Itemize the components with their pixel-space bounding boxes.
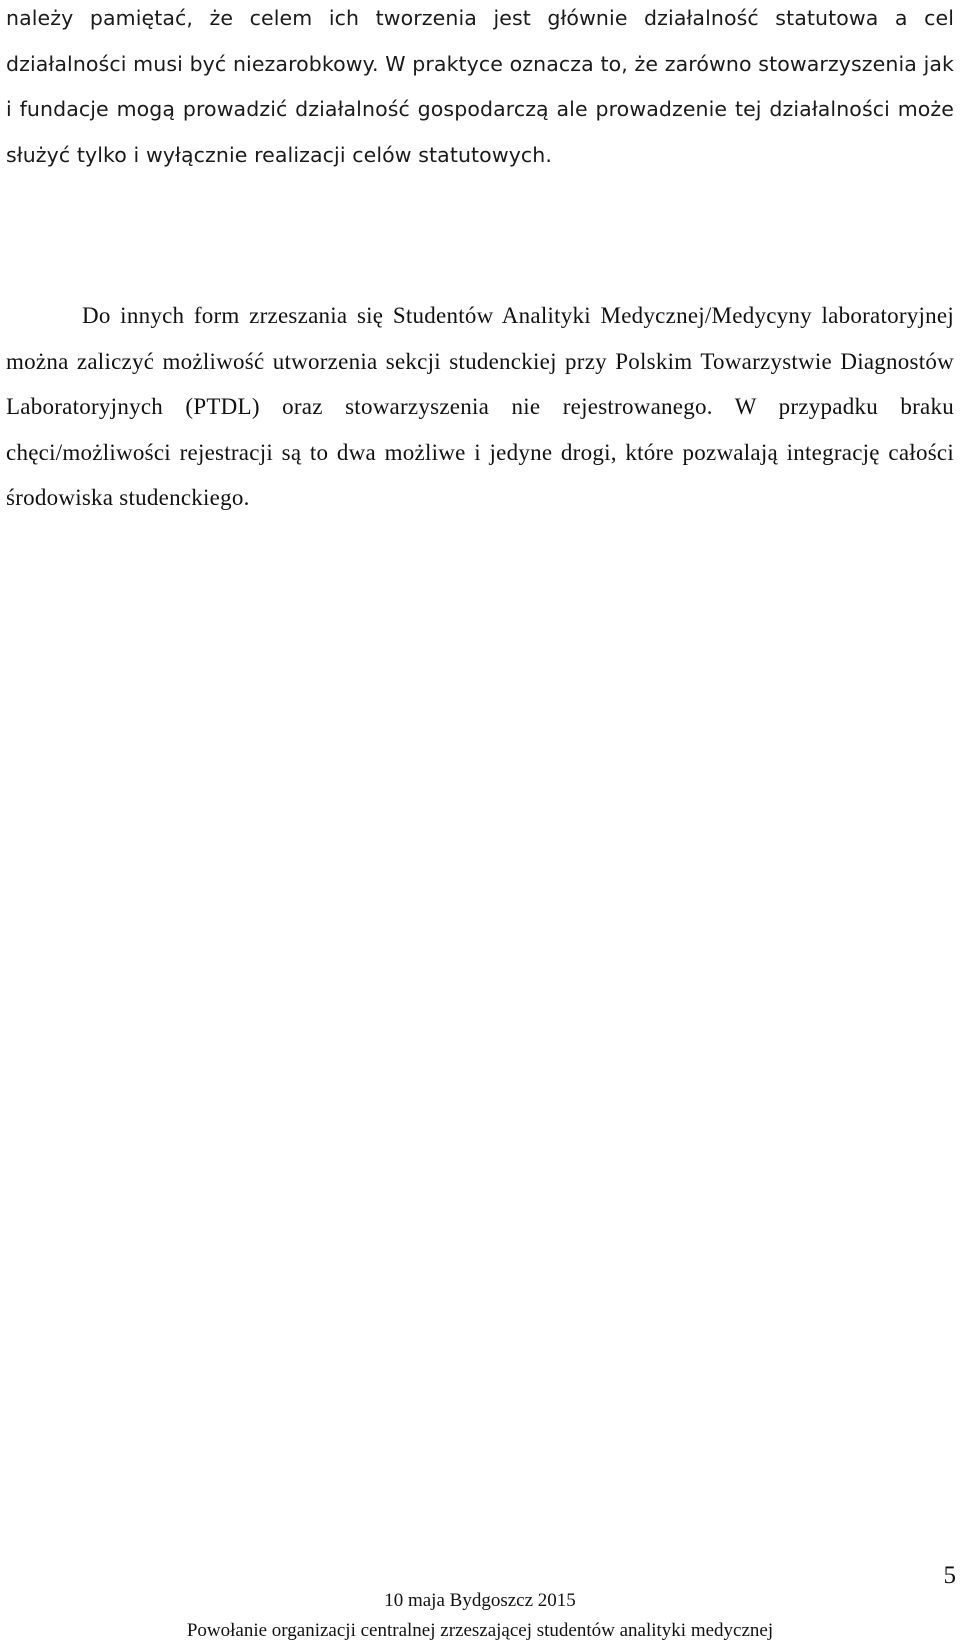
footer-title: Powołanie organizacji centralnej zrzeszającej studentów analityki medycznej <box>186 1620 774 1641</box>
paragraph-other-forms: Do innych form zrzeszania się Studentów Analityki Medycznej/Medycyny laboratoryjnej można zaliczyć możliwość utworzenia sekcji studenckiej przy Polskim Towarzystwie Diagnostów Laboratoryjnych (PTDL) oraz stowarzyszenia nie rejestrowanego. W przypadku braku chęci/możliwości rejestracji są to dwa możliwe i jedyne drogi, które pozwalają integrację całości środowiska studenckiego. <box>6 303 954 511</box>
paragraph-statutory-activity: należy pamiętać, że celem ich tworzenia jest głównie działalność statutowa a cel działalności musi być niezarobkowy. W praktyce oznacza to, że zarówno stowarzyszenia jak i fundacje mogą prowadzić działalność gospodarczą ale prowadzenie tej działalności może służyć tylko i wyłącznie realizacji celów statutowych. <box>6 6 954 167</box>
page-number: 5 <box>943 1562 956 1589</box>
footer-date: 10 maja Bydgoszcz 2015 <box>384 1590 576 1611</box>
